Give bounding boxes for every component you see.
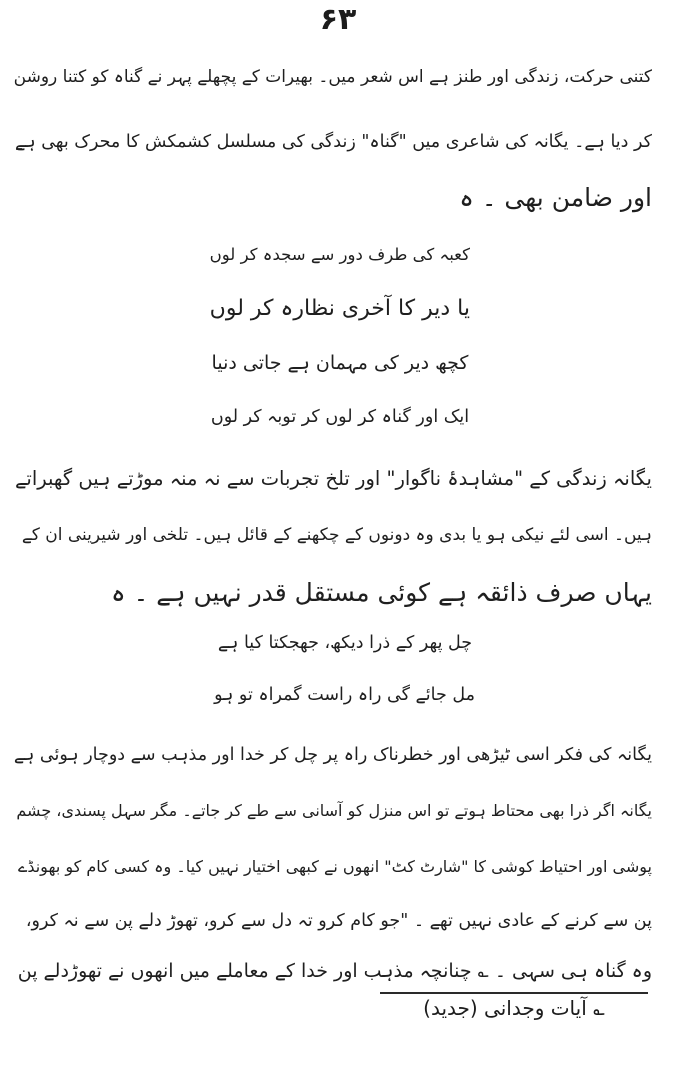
paragraph-1-line-2: کر دیا ہے۔ یگانہ کی شاعری میں "گناہ" زندگی کی مسلسل کشمکش کا محرک بھی ہے: [15, 132, 652, 152]
paragraph-3-line-2: یگانہ اگر ذرا بھی محتاط ہوتے تو اس منزل کو آسانی سے طے کر جاتے۔ مگر سہل پسندی، چشم: [16, 801, 652, 820]
footnote-separator: [380, 992, 648, 994]
paragraph-2-line-1: یگانہ زندگی کے "مشاہدۂ ناگوار" اور تلخ تجربات سے نہ منہ موڑتے ہیں گھبراتے: [15, 467, 652, 490]
verse-1-line-3: کچھ دیر کی مہمان ہے جاتی دنیا: [211, 352, 469, 374]
paragraph-3-line-4: پن سے کرنے کے عادی نہیں تھے ۔ "جو کام کرو تہ دل سے کرو، تھوڑ دلے پن سے نہ کرو،: [25, 911, 652, 931]
paragraph-2-line-3: یہاں صرف ذائقہ ہے کوئی مستقل قدر نہیں ہے ۔ ہ: [111, 578, 652, 607]
paragraph-3-line-1: یگانہ کی فکر اسی ٹیڑھی اور خطرناک راہ پر چل کر خدا اور مذہب سے دوچار ہوئی ہے: [13, 745, 652, 765]
paragraph-1-line-1: کتنی حرکت، زندگی اور طنز ہے اس شعر میں۔ بھیرات کے پچھلے پہر نے گناہ کو کتنا روشن: [13, 67, 652, 87]
paragraph-3-line-5: وہ گناہ ہی سہی ۔ ؎ چنانچہ مذہب اور خدا کے معاملے میں انھوں نے تھوڑدلے پن: [17, 960, 652, 982]
paragraph-1-line-3: اور ضامن بھی ۔ ہ: [459, 183, 652, 212]
paragraph-3-line-3: پوشی اور احتیاط کوشی کا "شارٹ کٹ" انھوں نے کبھی اختیار نہیں کیا۔ وہ کسی کام کو بھونڈے: [17, 857, 652, 876]
verse-2-line-2: مل جائے گی راہ راست گمراہ تو ہو: [214, 685, 475, 705]
verse-1-line-2: یا دیر کا آخری نظارہ کر لوں: [209, 296, 470, 321]
footnote: ؎ آیات وجدانی (جدید): [423, 996, 605, 1020]
paragraph-2-line-2: ہیں۔ اسی لئے نیکی ہو یا بدی وہ دونوں کے چکھنے کے قائل ہیں۔ تلخی اور شیرینی ان کے: [21, 525, 652, 545]
verse-2-line-1: چل پھر کے ذرا دیکھ، جھجکتا کیا ہے: [217, 633, 473, 653]
verse-1-line-1: کعبہ کی طرف دور سے سجدہ کر لوں: [209, 245, 470, 264]
page-number: ۶۳: [319, 2, 357, 37]
verse-1-line-4: ایک اور گناہ کر لوں کر توبہ کر لوں: [210, 407, 470, 427]
